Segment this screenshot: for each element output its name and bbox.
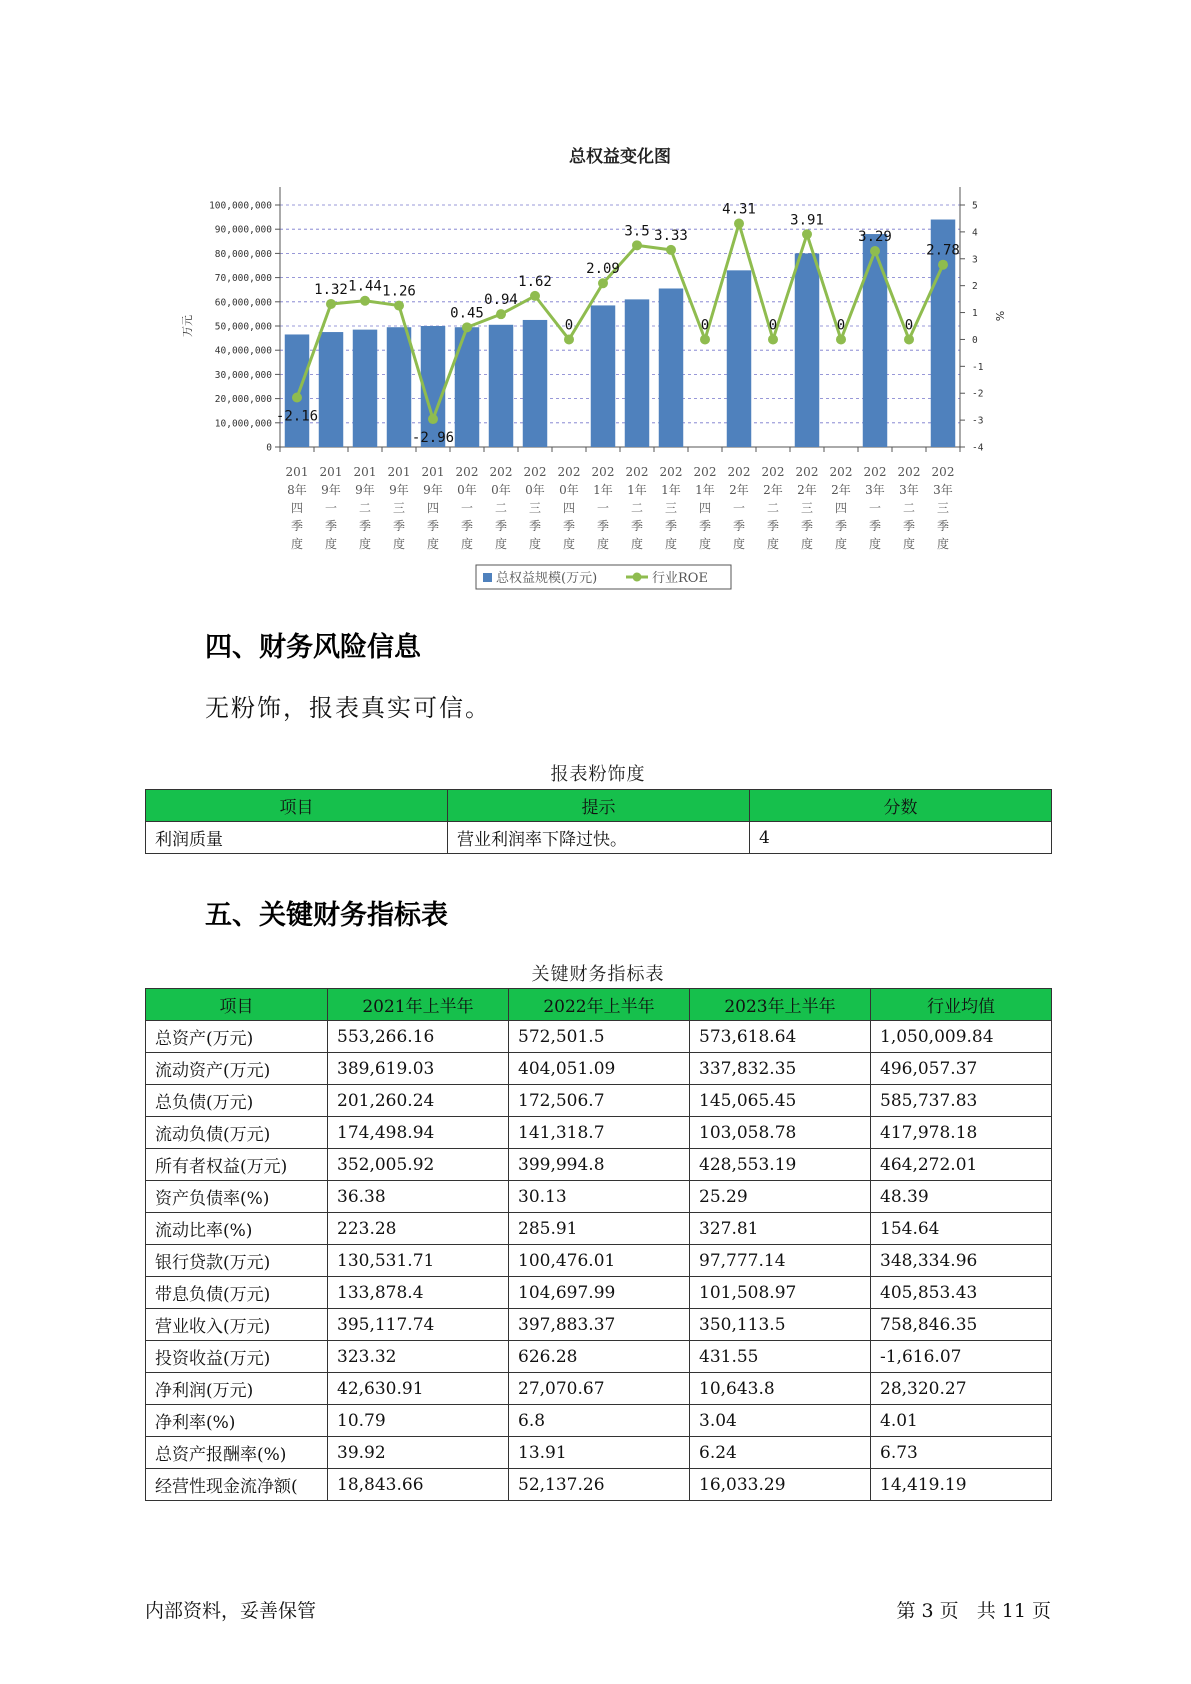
kpi-cell-2021h1: 18,843.66 bbox=[328, 1469, 509, 1501]
x-category-label: 三 bbox=[528, 501, 542, 515]
kpi-cell-2021h1: 323.32 bbox=[328, 1341, 509, 1373]
bar-equity bbox=[659, 288, 683, 447]
roe-point bbox=[462, 322, 472, 332]
kpi-cell-industry-avg: 48.39 bbox=[871, 1181, 1052, 1213]
kpi-cell-2021h1: 223.28 bbox=[328, 1213, 509, 1245]
section4-heading: 四、财务风险信息 bbox=[205, 632, 421, 663]
x-category-label: 一 bbox=[596, 501, 610, 515]
kpi-cell-2022h1: 104,697.99 bbox=[509, 1277, 690, 1309]
x-category-label: 202 bbox=[557, 465, 581, 479]
x-category-label: 度 bbox=[290, 537, 304, 551]
x-category-label: 9年 bbox=[355, 483, 375, 497]
x-category-label: 季 bbox=[290, 519, 304, 533]
x-category-label: 三 bbox=[800, 501, 814, 515]
x-category-label: 度 bbox=[528, 537, 542, 551]
kpi-cell-2022h1: 572,501.5 bbox=[509, 1021, 690, 1053]
kpi-cell-2021h1: 389,619.03 bbox=[328, 1053, 509, 1085]
table-row bbox=[146, 1117, 1052, 1149]
x-category-label: 2年 bbox=[831, 483, 851, 497]
x-category-label: 四 bbox=[290, 501, 304, 515]
x-category-label: 四 bbox=[426, 501, 440, 515]
x-category-label: 季 bbox=[324, 519, 338, 533]
roe-point bbox=[802, 229, 812, 239]
x-category-label: 8年 bbox=[287, 483, 307, 497]
x-category-label: 度 bbox=[664, 537, 678, 551]
kpi-cell-item: 流动资产(万元) bbox=[146, 1053, 328, 1085]
x-category-label: 二 bbox=[766, 501, 780, 515]
bar-equity bbox=[353, 330, 377, 447]
left-tick-label: 20,000,000 bbox=[214, 394, 272, 406]
kpi-cell-2022h1: 27,070.67 bbox=[509, 1373, 690, 1405]
x-category-label: 度 bbox=[324, 537, 338, 551]
table-row bbox=[146, 1277, 1052, 1309]
kpi-cell-2022h1: 172,506.7 bbox=[509, 1085, 690, 1117]
table-row bbox=[146, 1181, 1052, 1213]
right-tick-label: 4 bbox=[972, 227, 978, 239]
table-row bbox=[146, 1245, 1052, 1277]
x-category-label: 季 bbox=[494, 519, 508, 533]
x-category-label: 二 bbox=[494, 501, 508, 515]
x-category-label: 202 bbox=[659, 465, 683, 479]
kpi-cell-2021h1: 352,005.92 bbox=[328, 1149, 509, 1181]
x-category-label: 202 bbox=[897, 465, 921, 479]
kpi-cell-item: 总资产(万元) bbox=[146, 1021, 328, 1053]
legend-label-roe: 行业ROE bbox=[652, 571, 708, 586]
x-category-label: 季 bbox=[596, 519, 610, 533]
x-category-label: 9年 bbox=[389, 483, 409, 497]
kpi-cell-2022h1: 141,318.7 bbox=[509, 1117, 690, 1149]
kpi-cell-item: 流动比率(%) bbox=[146, 1213, 328, 1245]
kpi-cell-item: 总负债(万元) bbox=[146, 1085, 328, 1117]
x-category-label: 202 bbox=[931, 465, 955, 479]
x-category-label: 0年 bbox=[457, 483, 477, 497]
section4-text: 无粉饰，报表真实可信。 bbox=[205, 694, 491, 722]
left-tick-label: 50,000,000 bbox=[214, 321, 272, 333]
x-category-label: 3年 bbox=[899, 483, 919, 497]
kpi-cell-2022h1: 399,994.8 bbox=[509, 1149, 690, 1181]
roe-point bbox=[326, 299, 336, 309]
bar-equity bbox=[387, 327, 411, 447]
risk-header-item: 项目 bbox=[146, 790, 448, 822]
x-category-label: 2年 bbox=[797, 483, 817, 497]
roe-point bbox=[598, 278, 608, 288]
x-category-label: 季 bbox=[562, 519, 576, 533]
x-category-label: 0年 bbox=[525, 483, 545, 497]
x-category-label: 0年 bbox=[491, 483, 511, 497]
x-category-label: 0年 bbox=[559, 483, 579, 497]
x-category-label: 9年 bbox=[423, 483, 443, 497]
kpi-cell-2023h1: 16,033.29 bbox=[690, 1469, 871, 1501]
x-category-label: 季 bbox=[358, 519, 372, 533]
kpi-cell-2021h1: 42,630.91 bbox=[328, 1373, 509, 1405]
x-category-label: 1年 bbox=[695, 483, 715, 497]
section5-heading: 五、关键财务指标表 bbox=[205, 900, 448, 931]
kpi-header-2021h1: 2021年上半年 bbox=[328, 989, 509, 1021]
x-category-label: 202 bbox=[829, 465, 853, 479]
table-row bbox=[146, 1021, 1052, 1053]
table-row bbox=[146, 1341, 1052, 1373]
roe-data-label: 1.62 bbox=[518, 273, 552, 290]
table-row bbox=[146, 1085, 1052, 1117]
x-category-label: 二 bbox=[630, 501, 644, 515]
roe-point bbox=[768, 334, 778, 344]
kpi-cell-2021h1: 36.38 bbox=[328, 1181, 509, 1213]
kpi-cell-industry-avg: 14,419.19 bbox=[871, 1469, 1052, 1501]
x-category-label: 9年 bbox=[321, 483, 341, 497]
x-category-label: 季 bbox=[460, 519, 474, 533]
roe-data-label: 4.31 bbox=[722, 201, 756, 218]
x-category-label: 季 bbox=[426, 519, 440, 533]
x-category-label: 202 bbox=[795, 465, 819, 479]
kpi-cell-2021h1: 174,498.94 bbox=[328, 1117, 509, 1149]
roe-data-label: 3.33 bbox=[654, 227, 688, 244]
left-tick-label: 70,000,000 bbox=[214, 273, 272, 285]
legend-swatch-roe-dot bbox=[633, 573, 642, 582]
x-category-label: 季 bbox=[630, 519, 644, 533]
x-category-label: 季 bbox=[902, 519, 916, 533]
kpi-cell-industry-avg: 4.01 bbox=[871, 1405, 1052, 1437]
kpi-cell-industry-avg: 417,978.18 bbox=[871, 1117, 1052, 1149]
left-tick-label: 10,000,000 bbox=[214, 418, 272, 430]
x-category-label: 2年 bbox=[763, 483, 783, 497]
kpi-cell-2022h1: 404,051.09 bbox=[509, 1053, 690, 1085]
kpi-table bbox=[145, 988, 1052, 1501]
table-row bbox=[146, 1053, 1052, 1085]
kpi-cell-industry-avg: 1,050,009.84 bbox=[871, 1021, 1052, 1053]
x-category-label: 3年 bbox=[933, 483, 953, 497]
x-category-label: 度 bbox=[834, 537, 848, 551]
kpi-cell-2022h1: 30.13 bbox=[509, 1181, 690, 1213]
roe-data-label: -2.16 bbox=[275, 408, 319, 425]
roe-data-label: -2.96 bbox=[411, 430, 455, 447]
x-category-label: 1年 bbox=[627, 483, 647, 497]
kpi-cell-2023h1: 10,643.8 bbox=[690, 1373, 871, 1405]
x-category-label: 3年 bbox=[865, 483, 885, 497]
table-row bbox=[146, 1149, 1052, 1181]
kpi-cell-2023h1: 431.55 bbox=[690, 1341, 871, 1373]
roe-data-label: 0.45 bbox=[450, 305, 484, 322]
bar-equity bbox=[863, 234, 887, 447]
x-category-label: 三 bbox=[392, 501, 406, 515]
kpi-cell-item: 资产负债率(%) bbox=[146, 1181, 328, 1213]
kpi-cell-item: 流动负债(万元) bbox=[146, 1117, 328, 1149]
x-category-label: 度 bbox=[868, 537, 882, 551]
footer-left: 内部资料，妥善保管 bbox=[145, 1600, 317, 1622]
footer-page-number: 第 3 页 共 11 页 bbox=[896, 1600, 1051, 1622]
x-category-label: 四 bbox=[834, 501, 848, 515]
x-category-label: 202 bbox=[591, 465, 615, 479]
roe-point bbox=[292, 393, 302, 403]
kpi-cell-industry-avg: -1,616.07 bbox=[871, 1341, 1052, 1373]
kpi-cell-2021h1: 10.79 bbox=[328, 1405, 509, 1437]
right-tick-label: 5 bbox=[972, 200, 978, 212]
table-row bbox=[146, 1373, 1052, 1405]
kpi-cell-2023h1: 428,553.19 bbox=[690, 1149, 871, 1181]
roe-point bbox=[360, 296, 370, 306]
kpi-cell-item: 营业收入(万元) bbox=[146, 1309, 328, 1341]
roe-data-label: 1.32 bbox=[314, 281, 348, 298]
x-category-label: 度 bbox=[562, 537, 576, 551]
roe-point bbox=[530, 291, 540, 301]
roe-data-label: 3.5 bbox=[624, 223, 650, 240]
x-category-label: 202 bbox=[625, 465, 649, 479]
roe-point bbox=[666, 245, 676, 255]
x-category-label: 度 bbox=[630, 537, 644, 551]
kpi-header-2022h1: 2022年上半年 bbox=[509, 989, 690, 1021]
roe-data-label: 2.78 bbox=[926, 242, 960, 259]
risk-table-header-row bbox=[146, 790, 1052, 822]
x-category-label: 202 bbox=[455, 465, 479, 479]
x-category-label: 度 bbox=[936, 537, 950, 551]
risk-header-score: 分数 bbox=[750, 790, 1052, 822]
x-category-label: 二 bbox=[358, 501, 372, 515]
roe-data-label: 3.91 bbox=[790, 212, 824, 229]
bar-equity bbox=[727, 270, 751, 447]
table-row bbox=[146, 822, 1052, 854]
x-category-label: 度 bbox=[460, 537, 474, 551]
x-category-label: 201 bbox=[285, 465, 309, 479]
kpi-header-industry-avg: 行业均值 bbox=[871, 989, 1052, 1021]
kpi-header-2023h1: 2023年上半年 bbox=[690, 989, 871, 1021]
x-category-label: 202 bbox=[693, 465, 717, 479]
kpi-cell-2023h1: 327.81 bbox=[690, 1213, 871, 1245]
x-category-label: 202 bbox=[523, 465, 547, 479]
x-category-label: 四 bbox=[562, 501, 576, 515]
kpi-cell-2023h1: 573,618.64 bbox=[690, 1021, 871, 1053]
kpi-cell-industry-avg: 154.64 bbox=[871, 1213, 1052, 1245]
x-category-label: 一 bbox=[460, 501, 474, 515]
risk-table-caption: 报表粉饰度 bbox=[550, 764, 646, 785]
bar-equity bbox=[795, 253, 819, 447]
x-category-label: 一 bbox=[732, 501, 746, 515]
kpi-cell-2023h1: 101,508.97 bbox=[690, 1277, 871, 1309]
bar-equity bbox=[455, 327, 479, 447]
roe-point bbox=[870, 246, 880, 256]
kpi-cell-industry-avg: 585,737.83 bbox=[871, 1085, 1052, 1117]
bar-equity bbox=[591, 305, 615, 447]
risk-header-hint: 提示 bbox=[448, 790, 750, 822]
kpi-cell-2022h1: 397,883.37 bbox=[509, 1309, 690, 1341]
roe-point bbox=[938, 260, 948, 270]
left-tick-label: 30,000,000 bbox=[214, 369, 272, 381]
right-tick-label: 1 bbox=[972, 308, 978, 320]
table-row bbox=[146, 1405, 1052, 1437]
x-category-label: 季 bbox=[664, 519, 678, 533]
x-category-label: 三 bbox=[664, 501, 678, 515]
table-row bbox=[146, 1437, 1052, 1469]
legend-label-equity: 总权益规模(万元) bbox=[496, 571, 598, 586]
x-category-label: 季 bbox=[868, 519, 882, 533]
kpi-cell-2022h1: 6.8 bbox=[509, 1405, 690, 1437]
x-category-label: 201 bbox=[353, 465, 377, 479]
kpi-cell-item: 净利率(%) bbox=[146, 1405, 328, 1437]
roe-point bbox=[904, 334, 914, 344]
roe-data-label: 0 bbox=[836, 317, 846, 334]
right-axis-label: % bbox=[993, 310, 1006, 322]
roe-data-label: 2.09 bbox=[586, 261, 620, 278]
x-category-label: 季 bbox=[392, 519, 406, 533]
kpi-cell-industry-avg: 496,057.37 bbox=[871, 1053, 1052, 1085]
right-tick-label: 3 bbox=[972, 254, 978, 266]
roe-point bbox=[700, 334, 710, 344]
x-category-label: 度 bbox=[732, 537, 746, 551]
roe-point bbox=[428, 414, 438, 424]
roe-data-label: 0 bbox=[768, 317, 778, 334]
kpi-cell-2022h1: 100,476.01 bbox=[509, 1245, 690, 1277]
right-tick-label: -2 bbox=[972, 388, 984, 400]
x-category-label: 季 bbox=[936, 519, 950, 533]
roe-data-label: 0 bbox=[564, 317, 574, 334]
x-category-label: 度 bbox=[392, 537, 406, 551]
x-category-label: 202 bbox=[761, 465, 785, 479]
right-tick-label: -3 bbox=[972, 415, 984, 427]
table-row bbox=[146, 1469, 1052, 1501]
roe-data-label: 1.26 bbox=[382, 283, 416, 300]
x-category-label: 1年 bbox=[593, 483, 613, 497]
kpi-cell-industry-avg: 6.73 bbox=[871, 1437, 1052, 1469]
kpi-cell-item: 净利润(万元) bbox=[146, 1373, 328, 1405]
left-axis-label: 万元 bbox=[181, 315, 194, 337]
right-tick-label: 0 bbox=[972, 334, 978, 346]
kpi-cell-item: 总资产报酬率(%) bbox=[146, 1437, 328, 1469]
left-tick-label: 90,000,000 bbox=[214, 224, 272, 236]
risk-table bbox=[145, 789, 1052, 854]
left-tick-label: 80,000,000 bbox=[214, 248, 272, 260]
x-category-label: 二 bbox=[902, 501, 916, 515]
kpi-cell-2022h1: 626.28 bbox=[509, 1341, 690, 1373]
kpi-cell-2021h1: 133,878.4 bbox=[328, 1277, 509, 1309]
roe-point bbox=[496, 309, 506, 319]
x-category-label: 度 bbox=[596, 537, 610, 551]
kpi-cell-industry-avg: 464,272.01 bbox=[871, 1149, 1052, 1181]
bar-equity bbox=[625, 299, 649, 447]
kpi-cell-2023h1: 337,832.35 bbox=[690, 1053, 871, 1085]
roe-data-label: 0 bbox=[700, 317, 710, 334]
roe-data-label: 0.94 bbox=[484, 292, 518, 309]
kpi-cell-2022h1: 13.91 bbox=[509, 1437, 690, 1469]
x-category-label: 季 bbox=[528, 519, 542, 533]
equity-chart-svg bbox=[0, 0, 1191, 600]
x-category-label: 四 bbox=[698, 501, 712, 515]
x-category-label: 季 bbox=[698, 519, 712, 533]
kpi-cell-item: 经营性现金流净额( bbox=[146, 1469, 328, 1501]
right-tick-label: -4 bbox=[972, 442, 984, 454]
bar-equity bbox=[523, 320, 547, 447]
kpi-cell-item: 带息负债(万元) bbox=[146, 1277, 328, 1309]
left-tick-label: 40,000,000 bbox=[214, 345, 272, 357]
x-category-label: 一 bbox=[868, 501, 882, 515]
right-tick-label: 2 bbox=[972, 281, 978, 293]
x-category-label: 三 bbox=[936, 501, 950, 515]
kpi-cell-industry-avg: 28,320.27 bbox=[871, 1373, 1052, 1405]
kpi-cell-2022h1: 285.91 bbox=[509, 1213, 690, 1245]
kpi-cell-2023h1: 350,113.5 bbox=[690, 1309, 871, 1341]
x-category-label: 度 bbox=[766, 537, 780, 551]
roe-point bbox=[632, 240, 642, 250]
x-category-label: 202 bbox=[727, 465, 751, 479]
x-category-label: 202 bbox=[863, 465, 887, 479]
x-category-label: 季 bbox=[732, 519, 746, 533]
kpi-table-caption: 关键财务指标表 bbox=[531, 964, 665, 985]
kpi-header-item: 项目 bbox=[146, 989, 328, 1021]
kpi-cell-2023h1: 6.24 bbox=[690, 1437, 871, 1469]
risk-cell-item: 利润质量 bbox=[146, 822, 448, 854]
kpi-cell-2021h1: 553,266.16 bbox=[328, 1021, 509, 1053]
left-tick-label: 60,000,000 bbox=[214, 297, 272, 309]
kpi-cell-item: 投资收益(万元) bbox=[146, 1341, 328, 1373]
table-row bbox=[146, 1213, 1052, 1245]
kpi-cell-industry-avg: 758,846.35 bbox=[871, 1309, 1052, 1341]
kpi-cell-2023h1: 97,777.14 bbox=[690, 1245, 871, 1277]
kpi-cell-industry-avg: 348,334.96 bbox=[871, 1245, 1052, 1277]
x-category-label: 度 bbox=[800, 537, 814, 551]
x-category-label: 度 bbox=[426, 537, 440, 551]
legend-swatch-equity bbox=[483, 573, 492, 582]
bar-equity bbox=[319, 332, 343, 447]
x-category-label: 2年 bbox=[729, 483, 749, 497]
roe-data-label: 3.29 bbox=[858, 228, 892, 245]
roe-point bbox=[734, 219, 744, 229]
roe-point bbox=[564, 334, 574, 344]
roe-point bbox=[836, 334, 846, 344]
roe-point bbox=[394, 301, 404, 311]
roe-data-label: 0 bbox=[904, 317, 914, 334]
x-category-label: 201 bbox=[319, 465, 343, 479]
x-category-label: 季 bbox=[834, 519, 848, 533]
kpi-cell-2021h1: 201,260.24 bbox=[328, 1085, 509, 1117]
kpi-cell-2021h1: 39.92 bbox=[328, 1437, 509, 1469]
x-category-label: 201 bbox=[387, 465, 411, 479]
kpi-cell-industry-avg: 405,853.43 bbox=[871, 1277, 1052, 1309]
x-category-label: 1年 bbox=[661, 483, 681, 497]
x-category-label: 度 bbox=[494, 537, 508, 551]
kpi-cell-2023h1: 103,058.78 bbox=[690, 1117, 871, 1149]
left-tick-label: 100,000,000 bbox=[209, 200, 272, 212]
x-category-label: 度 bbox=[698, 537, 712, 551]
x-category-label: 202 bbox=[489, 465, 513, 479]
kpi-cell-2022h1: 52,137.26 bbox=[509, 1469, 690, 1501]
bar-equity bbox=[489, 325, 513, 447]
x-category-label: 季 bbox=[800, 519, 814, 533]
roe-data-label: 1.44 bbox=[348, 278, 382, 295]
bar-equity bbox=[285, 334, 309, 447]
left-tick-label: 0 bbox=[266, 442, 272, 454]
equity-chart bbox=[0, 0, 1191, 600]
risk-cell-score: 4 bbox=[750, 822, 1052, 854]
kpi-cell-2021h1: 395,117.74 bbox=[328, 1309, 509, 1341]
kpi-cell-2023h1: 3.04 bbox=[690, 1405, 871, 1437]
x-category-label: 季 bbox=[766, 519, 780, 533]
risk-cell-hint: 营业利润率下降过快。 bbox=[448, 822, 750, 854]
x-category-label: 一 bbox=[324, 501, 338, 515]
kpi-cell-2023h1: 145,065.45 bbox=[690, 1085, 871, 1117]
x-category-label: 度 bbox=[358, 537, 372, 551]
kpi-cell-item: 所有者权益(万元) bbox=[146, 1149, 328, 1181]
chart-title: 总权益变化图 bbox=[569, 147, 671, 167]
right-tick-label: -1 bbox=[972, 361, 984, 373]
x-category-label: 201 bbox=[421, 465, 445, 479]
table-row bbox=[146, 1309, 1052, 1341]
kpi-cell-item: 银行贷款(万元) bbox=[146, 1245, 328, 1277]
kpi-cell-2021h1: 130,531.71 bbox=[328, 1245, 509, 1277]
kpi-table-header-row bbox=[146, 989, 1052, 1021]
kpi-cell-2023h1: 25.29 bbox=[690, 1181, 871, 1213]
x-category-label: 度 bbox=[902, 537, 916, 551]
